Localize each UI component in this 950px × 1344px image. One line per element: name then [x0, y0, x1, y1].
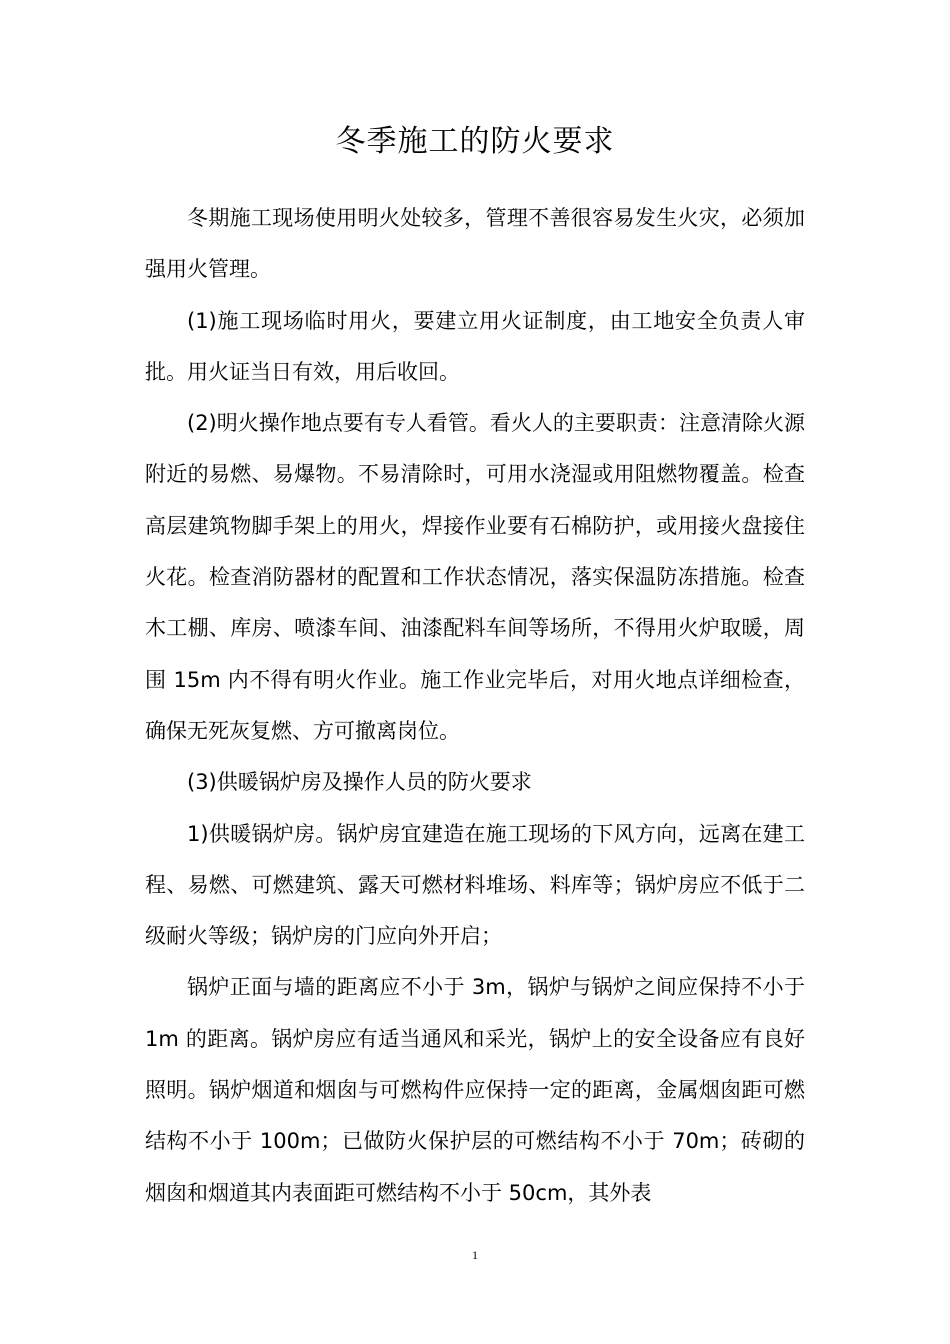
page-number: 1: [472, 1248, 478, 1262]
paragraph-item-2: (2)明火操作地点要有专人看管。看火人的主要职责：注意清除火源附近的易燃、易爆物。不易清除时，可用水浇湿或用阻燃物覆盖。检查高层建筑物脚手架上的用火，焊接作业要有石棉防护，或用接火盘接住火花。检查消防器材的配置和工作状态情况，落实保温防冻措施。检查木工棚、库房、喷漆车间、油漆配料车间等场所，不得用火炉取暖，周围 15m 内不得有明火作业。施工作业完毕后，对用火地点详细检查，确保无死灰复燃、方可撤离岗位。: [145, 411, 805, 743]
paragraph-item-3-heading: (3)供暖锅炉房及操作人员的防火要求: [187, 770, 532, 795]
paragraph-item-3-1: 1)供暖锅炉房。锅炉房宜建造在施工现场的下风方向，远离在建工程、易燃、可燃建筑、露天可燃材料堆场、料库等；锅炉房应不低于二级耐火等级；锅炉房的门应向外开启；: [145, 821, 805, 949]
document-title: 冬季施工的防火要求: [335, 124, 615, 159]
document-body: [145, 193, 805, 1219]
paragraph-boiler-distance: 锅炉正面与墙的距离应不小于 3m，锅炉与锅炉之间应保持不小于 1m 的距离。锅炉房应有适当通风和采光，锅炉上的安全设备应有良好照明。锅炉烟道和烟囱与可燃构件应保持一定的距离，金属烟囱距可燃结构不小于 100m；已做防火保护层的可燃结构不小于 70m；砖砌的烟囱和烟道其内表面距可燃结构不小于 50cm，其外表: [145, 975, 805, 1205]
paragraph-intro: 冬期施工现场使用明火处较多，管理不善很容易发生火灾，必须加强用火管理。: [145, 206, 805, 282]
paragraph-item-1: (1)施工现场临时用火，要建立用火证制度，由工地安全负责人审批。用火证当日有效，用后收回。: [145, 308, 805, 384]
